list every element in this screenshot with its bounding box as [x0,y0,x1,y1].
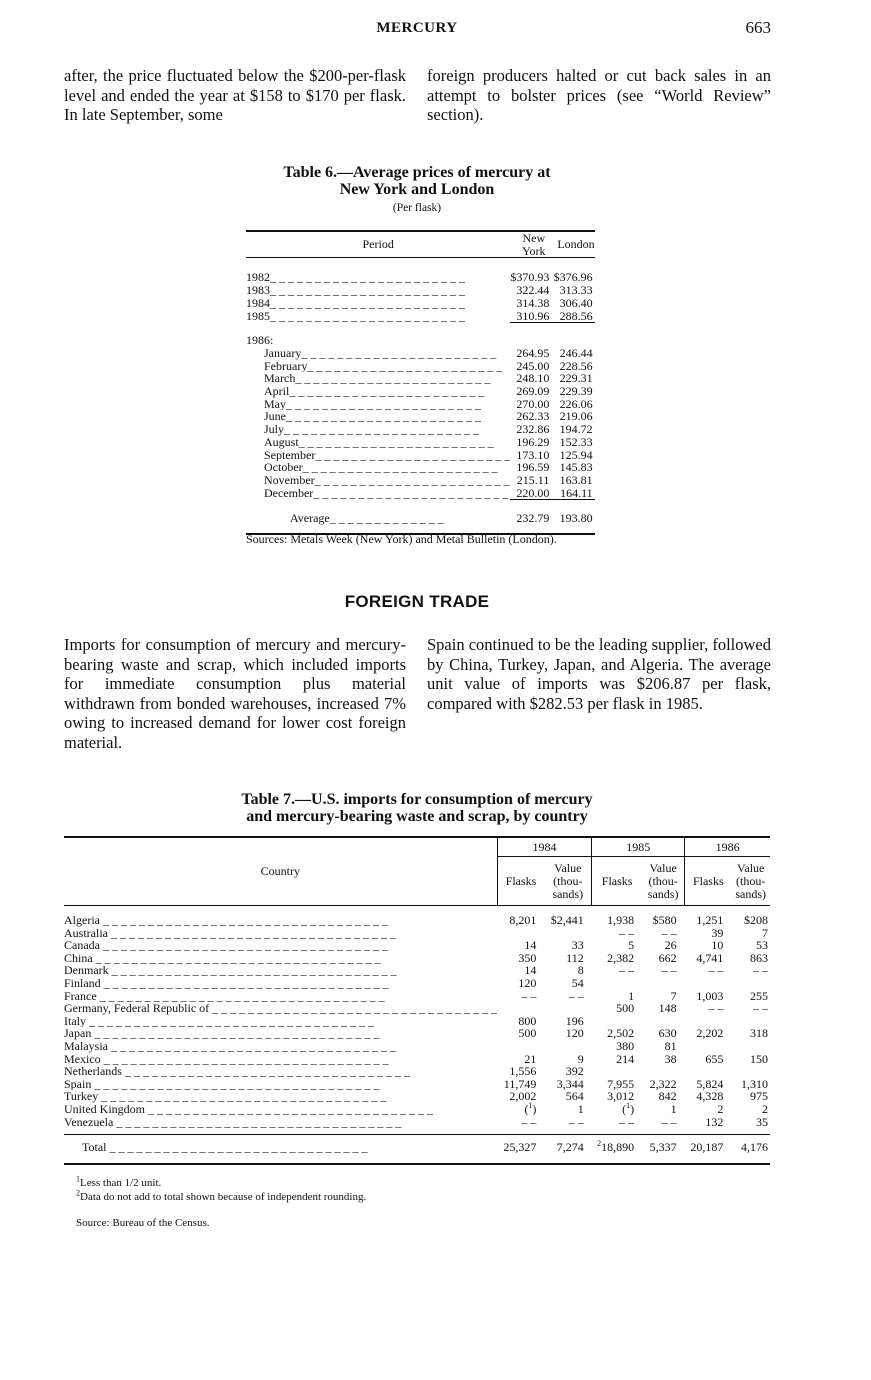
london-price: 145.83 [559,460,593,475]
london-price: $376.96 [553,270,593,285]
table7-total-v86: 4,176 [741,1140,768,1155]
intro-left-column: after, the price fluctuated below the $200-per-flask level and ended the year at $158 to $170 per flask. In late September, some [64,66,406,124]
ny-price: 245.00 [516,358,550,373]
table6-col-ny: New York [510,231,549,258]
cell-v86: 1,310 [741,1076,768,1091]
cell-v84: 120 [565,1026,584,1041]
table6-average-london: 193.80 [559,511,593,526]
table7-footnote1: $^1$Less than 1/2 unit. [76,1174,162,1189]
ny-price: 314.38 [516,295,550,310]
cell-f86 [685,977,732,990]
table7-imports [64,836,770,1165]
cell-f84: ($^1$) [524,1100,537,1116]
table7-col-value-1984: Value (thou- sands) [544,857,591,906]
london-price: 229.39 [559,384,593,399]
period-label: 1982 [246,271,270,285]
table7-col-flasks-1986: Flasks [685,857,732,906]
table7-year-1986: 1986 [685,837,770,857]
country-name: France [64,989,97,1003]
table6-month-row: February_ _ _ _ _ _ _ _ _ _ _ _ _ _ _ _ _ _ _ _ _ _ 245.00 228.56 [264,358,593,373]
table6-title-block [246,164,588,214]
cell-v85 [642,1065,685,1078]
london-price: 229.31 [559,371,593,386]
cell-f85: 500 [616,1001,635,1016]
period-label: March [264,372,296,386]
cell-v84 [544,1040,591,1053]
london-price: 219.06 [559,409,593,424]
period-label: February [264,359,308,373]
table7-row: Australia _ _ _ _ _ _ _ _ _ _ _ _ _ _ _ _ _ _ _ _ _ _ _ _ _ _ _ _ _ _ _ _ – – – – 39 7 [64,925,768,940]
table7-total-v84: 7,274 [556,1140,584,1155]
cell-f85 [592,977,642,990]
cell-f86: 5,824 [696,1076,724,1091]
table7-row: Turkey _ _ _ _ _ _ _ _ _ _ _ _ _ _ _ _ _ _ _ _ _ _ _ _ _ _ _ _ _ _ _ _ 2,002 564 3,012 842 4,328 975 [64,1089,768,1104]
table7-row: Italy _ _ _ _ _ _ _ _ _ _ _ _ _ _ _ _ _ _ _ _ _ _ _ _ _ _ _ _ _ _ _ _ 800 196 [64,1015,770,1028]
table7-footnote2: $^2$Data do not add to total shown because of independent rounding. [76,1188,367,1203]
cell-v84: 196 [565,1013,584,1028]
table7-row: Germany, Federal Republic of _ _ _ _ _ _ _ _ _ _ _ _ _ _ _ _ _ _ _ _ _ _ _ _ _ _ _ _ _ _ _ _ 500 148 – – – – [64,1001,768,1016]
cell-v85 [642,977,685,990]
page-number: 663 [745,18,771,37]
table7-row: United Kingdom _ _ _ _ _ _ _ _ _ _ _ _ _ _ _ _ _ _ _ _ _ _ _ _ _ _ _ _ _ _ _ _ ($^1$) 1 ($^1$) 1 2 2 [64,1100,768,1116]
table6-month-row: June_ _ _ _ _ _ _ _ _ _ _ _ _ _ _ _ _ _ _ _ _ _ 262.33 219.06 [264,409,593,424]
cell-v86: 255 [750,988,768,1003]
cell-v86: 150 [750,1051,768,1066]
country-name: Malaysia [64,1039,108,1053]
cell-v86: 35 [756,1114,768,1129]
country-name: Finland [64,976,101,990]
cell-v85: 842 [658,1089,677,1104]
table6-average-label: Average [290,512,330,526]
ny-price: 220.00 [510,487,549,500]
cell-f84: 21 [524,1051,537,1066]
cell-v84: $2,441 [550,913,584,927]
ny-price: 215.11 [516,472,550,487]
period-label: 1985 [246,309,270,323]
cell-f86: 2 [717,1101,724,1116]
table7-total-row: Total _ _ _ _ _ _ _ _ _ _ _ _ _ _ _ _ _ _ _ _ _ _ _ _ _ _ _ _ _ 25,327 7,274 $^2$18,890 5,337 20,187 4,176 [64,1134,770,1161]
table7-row: China _ _ _ _ _ _ _ _ _ _ _ _ _ _ _ _ _ _ _ _ _ _ _ _ _ _ _ _ _ _ _ _ 350 112 2,382 662 4,741 863 [64,950,768,965]
cell-f84: 500 [518,1026,537,1041]
cell-v86 [731,977,770,990]
table6-month-row: September_ _ _ _ _ _ _ _ _ _ _ _ _ _ _ _ _ _ _ _ _ _ 173.10 125.94 [264,447,593,462]
country-name: Algeria [64,914,100,927]
table7-footnotes [76,1176,676,1230]
cell-f85: – – [619,963,635,978]
cell-f84: – – [521,988,537,1003]
table7-year-1985: 1985 [592,837,685,857]
cell-v84 [544,927,591,940]
table7-row: Denmark _ _ _ _ _ _ _ _ _ _ _ _ _ _ _ _ _ _ _ _ _ _ _ _ _ _ _ _ _ _ _ _ 14 8 – – – – – – – – [64,963,768,978]
table6-sources: Sources: Metals Week (New York) and Metal Bulletin (London). [246,532,557,546]
period-label: August [264,435,299,449]
london-price: 288.56 [549,310,594,323]
section-heading-foreign-trade: FOREIGN TRADE [344,592,490,611]
table7-row: Malaysia _ _ _ _ _ _ _ _ _ _ _ _ _ _ _ _ _ _ _ _ _ _ _ _ _ _ _ _ _ _ _ _ 380 81 [64,1040,770,1053]
london-price: 163.81 [559,472,593,487]
cell-f84 [497,927,544,940]
country-name: Australia [64,926,108,940]
table6-month-row: December_ _ _ _ _ _ _ _ _ _ _ _ _ _ _ _ _ _ _ _ _ _ 220.00 164.11 [264,485,593,500]
table7-row: Finland _ _ _ _ _ _ _ _ _ _ _ _ _ _ _ _ _ _ _ _ _ _ _ _ _ _ _ _ _ _ _ _ 120 54 [64,977,770,990]
cell-v86: 975 [750,1089,768,1104]
cell-f86 [685,1040,732,1053]
london-price: 246.44 [559,345,593,360]
ny-price: 310.96 [510,310,549,323]
table7-row: Mexico _ _ _ _ _ _ _ _ _ _ _ _ _ _ _ _ _ _ _ _ _ _ _ _ _ _ _ _ _ _ _ _ 21 9 214 38 655 150 [64,1051,768,1066]
cell-f86: 655 [705,1051,724,1066]
running-title: MERCURY [376,20,458,36]
cell-f86: 39 [711,925,724,940]
cell-f85: 1,938 [607,913,635,927]
cell-f84: 8,201 [509,913,537,927]
cell-v86: – – [753,1001,768,1016]
table7-source: Source: Bureau of the Census. [76,1217,210,1229]
london-price: 306.40 [559,295,593,310]
cell-v86: 7 [762,925,768,940]
table7-country-rows [64,914,770,1128]
cell-f85: 5 [628,938,635,953]
period-label: October [264,461,303,474]
table7-col-country: Country [64,837,497,906]
london-price: 152.33 [559,434,593,449]
table7-total-f85: $^2$18,890 [597,1139,635,1155]
table6-month-row: April_ _ _ _ _ _ _ _ _ _ _ _ _ _ _ _ _ _ _ _ _ _ 269.09 229.39 [264,384,593,399]
cell-f84: 350 [518,950,537,965]
table6-annual-rows [246,271,595,322]
cell-f84: 2,002 [509,1089,537,1104]
london-price: 313.33 [559,283,593,298]
cell-v85: 662 [658,950,677,965]
table7-total-f86: 20,187 [690,1140,724,1155]
cell-v84: – – [568,1114,584,1129]
cell-v85: $580 [652,913,677,927]
cell-v86: 53 [756,938,768,953]
table6-annual-row: 1982_ _ _ _ _ _ _ _ _ _ _ _ _ _ _ _ _ _ _ _ _ _ $370.93 $376.96 [246,270,593,285]
ny-price: 322.44 [516,283,550,298]
period-label: June [264,410,286,424]
table6-prices [246,230,595,535]
cell-f84: 11,749 [503,1076,537,1091]
cell-f85: 2,382 [607,950,635,965]
country-name: Canada [64,939,100,952]
period-label: September [264,448,316,462]
table7-row: France _ _ _ _ _ _ _ _ _ _ _ _ _ _ _ _ _ _ _ _ _ _ _ _ _ _ _ _ _ _ _ _ – – – – 1 7 1,003 255 [64,988,768,1003]
cell-f86: 132 [705,1114,724,1129]
table6-title-line2: New York and London [339,181,495,198]
ny-price: 196.59 [516,460,550,475]
cell-v86 [731,1065,770,1078]
table7-total-f84: 25,327 [503,1140,537,1155]
table7-year-header-row [64,837,770,857]
cell-f84: 14 [524,963,537,978]
table7-title-block [64,791,770,825]
table6-month-row: January_ _ _ _ _ _ _ _ _ _ _ _ _ _ _ _ _ _ _ _ _ _ 264.95 246.44 [264,345,593,360]
cell-v85: 1 [670,1101,677,1116]
country-name: Germany, Federal Republic of [64,1002,210,1015]
table6-year-label: 1986: [246,333,274,348]
ny-price: 173.10 [516,447,550,462]
cell-v84: 54 [571,975,584,990]
table7-row: Canada _ _ _ _ _ _ _ _ _ _ _ _ _ _ _ _ _ _ _ _ _ _ _ _ _ _ _ _ _ _ _ _ 14 33 5 26 10 53 [64,938,768,953]
ny-price: 232.86 [516,422,550,437]
period-label: May [264,397,286,411]
period-label: December [264,486,314,500]
foreign-trade-left-column: Imports for consumption of mercury and mercury-bearing waste and scrap, which included imports for immediate consumption plus material withdrawn from bonded warehouses, increased 7% owing to increased demand for lower cost foreign material. [64,635,406,752]
table7-title-line2: and mercury-bearing waste and scrap, by country [246,808,588,825]
ny-price: 264.95 [516,345,550,360]
table7-row: Venezuela _ _ _ _ _ _ _ _ _ _ _ _ _ _ _ _ _ _ _ _ _ _ _ _ _ _ _ _ _ _ _ _ – – – – – – – – 132 35 [64,1114,768,1129]
cell-f84: 1,556 [509,1064,537,1079]
cell-f85: ($^1$) [622,1100,635,1116]
cell-f84: – – [521,1114,537,1129]
cell-f86 [685,1065,732,1078]
table7-year-1984: 1984 [497,837,592,857]
cell-v85: 81 [664,1038,677,1053]
london-price: 194.72 [559,422,593,437]
cell-f85: 1 [628,988,635,1003]
ny-price: 262.33 [516,409,550,424]
table7-row: Netherlands _ _ _ _ _ _ _ _ _ _ _ _ _ _ _ _ _ _ _ _ _ _ _ _ _ _ _ _ _ _ _ _ 1,556 392 [64,1065,770,1078]
country-name: Italy [64,1014,86,1028]
country-name: Venezuela [64,1115,114,1129]
period-label: April [264,385,290,398]
cell-f85: 3,012 [607,1089,635,1104]
table7-col-value-1985: Value (thou- sands) [642,857,685,906]
country-name: Denmark [64,964,109,977]
cell-f86: – – [708,963,724,978]
cell-f85: – – [619,1114,635,1129]
cell-v84: 1 [577,1101,584,1116]
cell-v85: 148 [658,1001,677,1016]
cell-v84: 33 [571,938,584,953]
foreign-trade-right-column: Spain continued to be the leading supplier, followed by China, Turkey, Japan, and Algeria. The average unit value of imports was $206.87 per flask, compared with $282.53 per flask in 1985. [427,635,771,713]
cell-f86: 1,251 [696,913,724,927]
table6-units: (Per flask) [392,202,442,214]
table6-average-row: Average_ _ _ _ _ _ _ _ _ _ _ _ _ 232.79 193.80 [290,511,593,526]
period-label: January [264,346,302,360]
page-header [0,18,871,40]
country-name: Mexico [64,1052,101,1066]
table6-average-ny: 232.79 [516,511,550,526]
cell-v86 [731,1040,770,1053]
cell-v85: 2,322 [649,1076,677,1091]
cell-f84: 800 [518,1013,537,1028]
cell-v84: 564 [565,1089,584,1104]
cell-v84: 112 [566,950,584,965]
cell-v84: 392 [565,1064,584,1079]
country-name: Netherlands [64,1065,122,1078]
cell-f84 [497,1040,544,1053]
ny-price: 196.29 [516,434,550,449]
table6-month-row: March_ _ _ _ _ _ _ _ _ _ _ _ _ _ _ _ _ _ _ _ _ _ 248.10 229.31 [264,371,593,386]
cell-v84: 9 [577,1051,584,1066]
cell-v86: 863 [750,950,768,965]
cell-v86: $208 [744,913,768,927]
intro-right-column: foreign producers halted or cut back sales in an attempt to bolster prices (see “World Review” section). [427,66,771,124]
table6-month-row: October_ _ _ _ _ _ _ _ _ _ _ _ _ _ _ _ _ _ _ _ _ _ 196.59 145.83 [264,460,593,475]
table7-col-flasks-1984: Flasks [497,857,544,906]
cell-f85: – – [619,925,635,940]
country-name: United Kingdom [64,1102,145,1116]
table7-row: Japan _ _ _ _ _ _ _ _ _ _ _ _ _ _ _ _ _ _ _ _ _ _ _ _ _ _ _ _ _ _ _ _ 500 120 2,502 630 2,202 318 [64,1026,768,1041]
country-name: Turkey [64,1090,99,1103]
table6-month-row: August_ _ _ _ _ _ _ _ _ _ _ _ _ _ _ _ _ _ _ _ _ _ 196.29 152.33 [264,434,593,449]
cell-f85: 214 [616,1051,635,1066]
cell-v85: 38 [664,1051,677,1066]
table6-month-row: November_ _ _ _ _ _ _ _ _ _ _ _ _ _ _ _ _ _ _ _ _ _ 215.11 163.81 [264,472,593,487]
table7-row: Algeria _ _ _ _ _ _ _ _ _ _ _ _ _ _ _ _ _ _ _ _ _ _ _ _ _ _ _ _ _ _ _ _ 8,201 $2,441 1,938 $580 1,251 $208 [64,913,768,927]
table7-total-label: Total [82,1140,107,1155]
cell-v84: 8 [577,963,584,978]
cell-v84: 3,344 [556,1076,584,1091]
period-label: 1983 [246,284,270,297]
table6-annual-row: 1984_ _ _ _ _ _ _ _ _ _ _ _ _ _ _ _ _ _ _ _ _ _ 314.38 306.40 [246,295,593,310]
period-label: November [264,473,315,487]
country-name: China [64,951,93,965]
country-name: Japan [64,1027,92,1040]
cell-f86: 10 [711,938,724,953]
ny-price: 269.09 [516,384,550,399]
cell-f85: 7,955 [607,1076,635,1091]
cell-v85: – – [661,963,677,978]
table7-col-value-1986: Value (thou- sands) [731,857,770,906]
cell-f86: 4,741 [696,950,724,965]
cell-v86: 318 [750,1026,768,1041]
ny-price: 248.10 [516,371,550,386]
cell-f85: 2,502 [607,1026,635,1041]
ny-price: 270.00 [516,396,550,411]
cell-f86: – – [708,1001,724,1016]
cell-v84 [544,1002,591,1015]
table7-row: Spain _ _ _ _ _ _ _ _ _ _ _ _ _ _ _ _ _ _ _ _ _ _ _ _ _ _ _ _ _ _ _ _ 11,749 3,344 7,955 2,322 5,824 1,310 [64,1076,768,1091]
cell-f85: 380 [616,1038,635,1053]
cell-f85 [592,1065,642,1078]
cell-v85: 630 [658,1026,677,1041]
table6-header-row [246,231,595,258]
period-label: 1984 [246,296,270,310]
cell-v84: – – [568,988,584,1003]
table6-annual-row: 1983_ _ _ _ _ _ _ _ _ _ _ _ _ _ _ _ _ _ _ _ _ _ 322.44 313.33 [246,283,593,298]
table6-month-row: May_ _ _ _ _ _ _ _ _ _ _ _ _ _ _ _ _ _ _ _ _ _ 270.00 226.06 [264,396,593,411]
cell-f86: 1,003 [696,988,724,1003]
table7-total-v85: 5,337 [649,1140,677,1155]
table6-col-period: Period [246,231,510,258]
cell-f86: 4,328 [696,1089,724,1104]
cell-v85: 7 [670,988,677,1003]
london-price: 228.56 [559,358,593,373]
cell-v85: – – [661,925,677,940]
london-price: 125.94 [559,447,593,462]
cell-v85: – – [661,1114,677,1129]
cell-v86: 2 [762,1101,768,1116]
table6-annual-row: 1985_ _ _ _ _ _ _ _ _ _ _ _ _ _ _ _ _ _ _ _ _ _ 310.96 288.56 [246,308,593,323]
london-price: 164.11 [549,487,594,500]
table6-title-line1: Table 6.—Average prices of mercury at [283,164,551,181]
london-price: 226.06 [559,396,593,411]
table7-col-flasks-1985: Flasks [592,857,642,906]
table7-title-line1: Table 7.—U.S. imports for consumption of mercury [241,791,593,808]
table6-col-london: London [549,231,594,258]
cell-f84: 120 [518,975,537,990]
period-label: July [264,423,285,436]
cell-v86: – – [753,963,768,978]
table6-month-row: July_ _ _ _ _ _ _ _ _ _ _ _ _ _ _ _ _ _ _ _ _ _ 232.86 194.72 [264,422,593,437]
ny-price: $370.93 [510,270,550,285]
table6-monthly-rows [246,347,595,500]
country-name: Spain [64,1077,92,1091]
cell-f84: 14 [524,938,537,953]
cell-f86: 2,202 [696,1026,724,1041]
cell-f84 [497,1002,544,1015]
cell-v85: 26 [664,938,677,953]
